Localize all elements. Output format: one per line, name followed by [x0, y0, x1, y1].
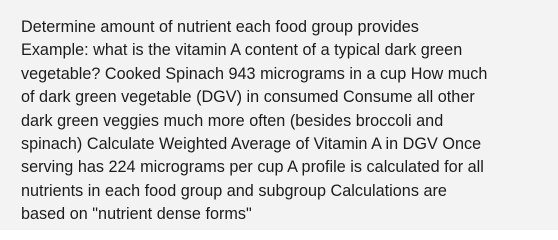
paragraph-line: dark green veggies much more often (besides broccoli and	[21, 111, 444, 130]
paragraph-line: based on "nutrient dense forms"	[21, 205, 252, 224]
paragraph-line: of dark green vegetable (DGV) in consumed Consume all other	[21, 88, 475, 107]
paragraph-line: Determine amount of nutrient each food group provides	[21, 18, 419, 36]
paragraph-line: vegetable? Cooked Spinach 943 micrograms in a cup How much	[21, 64, 488, 83]
paragraph-line: Example: what is the vitamin A content of a typical dark green	[21, 41, 463, 60]
body-paragraph	[21, 16, 553, 227]
paragraph-line: serving has 224 micrograms per cup A profile is calculated for all	[21, 158, 484, 177]
paragraph-line: nutrients in each food group and subgroup Calculations are	[21, 181, 447, 200]
paragraph-line: spinach) Calculate Weighted Average of Vitamin A in DGV Once	[21, 135, 482, 154]
